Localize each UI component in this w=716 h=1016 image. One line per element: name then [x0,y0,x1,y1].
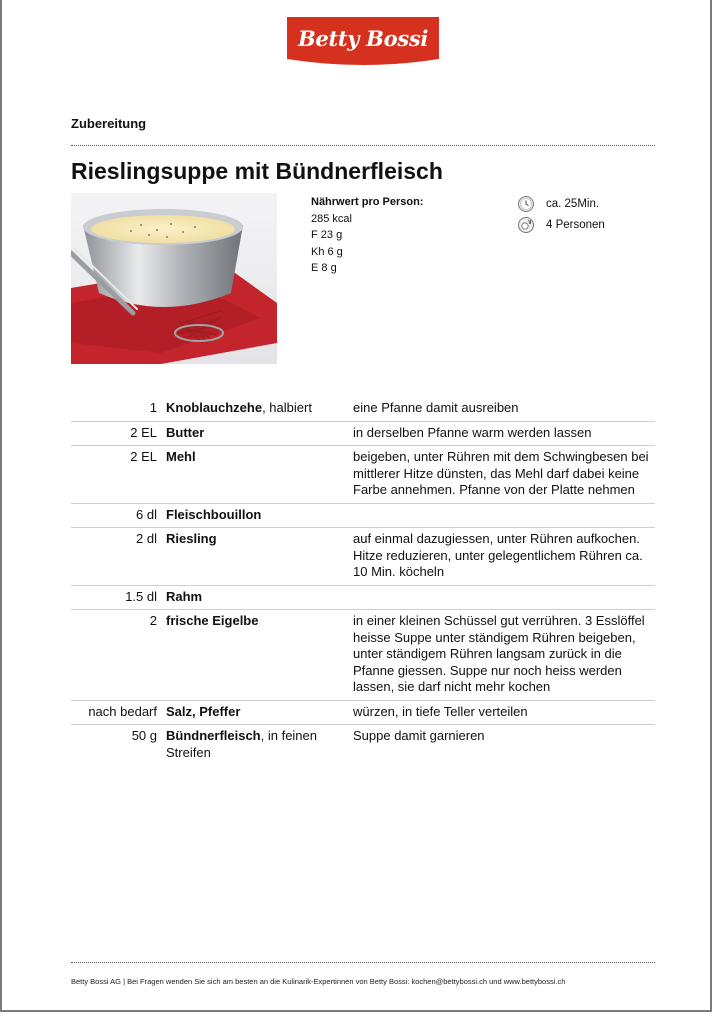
ingredient-step: würzen, in tiefe Teller verteilen [353,700,655,725]
table-row [71,700,655,725]
nutrition-carbs: Kh 6 g [311,245,343,258]
table-row [71,725,655,766]
ingredient-amount: 1.5 dl [71,585,166,610]
ingredient-name-cell [166,725,353,766]
ingredient-name-cell [166,397,353,421]
ingredient-name-cell [166,585,353,610]
ingredients-table [71,397,655,765]
ingredient-name-cell [166,503,353,528]
table-row [71,610,655,701]
ingredient-step: in einer kleinen Schüssel gut verrühren. 3 Esslöffel heisse Suppe unter ständigem Rühren beigeben, unter ständigem Rühren langsam zurück in die Pfanne giessen. Suppe nur noch heiss werden lassen, sie darf nicht mehr kochen [353,610,655,701]
ingredient-step [353,503,655,528]
table-row [71,397,655,421]
nutrition-info [311,194,423,277]
footer-text: Betty Bossi AG | Bei Fragen wenden Sie sich am besten an die Kulinarik-Expertinnen von Betty Bossi: kochen@bettybossi.ch und www.bettybossi.ch [71,977,566,986]
ingredient-amount: 2 EL [71,446,166,504]
ingredient-name: Salz, Pfeffer [166,703,241,719]
nutrition-heading: Nährwert pro Person: [311,196,424,208]
meta-time-text: ca. 25Min. [546,197,600,210]
nutrition-fat: F 23 g [311,229,343,241]
ingredient-step: beigeben, unter Rühren mit dem Schwingbesen bei mittlerer Hitze dünsten, das Mehl darf dabei keine Farbe annehmen. Pfanne von der Platte nehmen [353,446,655,504]
nutrition-kcal: 285 kcal [311,212,352,225]
ingredient-step: in derselben Pfanne warm werden lassen [353,421,655,446]
recipe-title: Rieslingsuppe mit Bündnerfleisch [71,158,443,184]
ingredient-amount: 2 dl [71,528,166,586]
ingredient-amount: 2 EL [71,421,166,446]
nutrition-protein: E 8 g [311,262,337,274]
meta-servings [517,214,605,235]
ingredient-name: Fleischbouillon [166,506,262,522]
table-row [71,528,655,586]
ingredient-amount: 6 dl [71,503,166,528]
ingredient-step: auf einmal dazugiessen, unter Rühren aufkochen. Hitze reduzieren, unter gelegentlichem Rühren ca. 10 Min. köcheln [353,528,655,586]
servings-icon [517,216,535,234]
ingredient-name: frische Eigelbe [166,613,259,628]
table-row [71,421,655,446]
ingredient-amount: 50 g [131,728,157,743]
ingredient-amount: nach bedarf [71,700,166,725]
divider-bottom [71,962,655,963]
table-row [71,503,655,528]
ingredient-step [353,585,655,610]
logo-text: Betty Bossi [297,26,429,51]
clock-icon [517,195,535,213]
recipe-photo [71,193,277,364]
table-row [71,446,655,504]
section-label: Zubereitung [71,116,147,131]
ingredient-step: Suppe damit garnieren [353,728,485,743]
meta-time [517,193,605,214]
divider-top [71,145,655,146]
ingredient-amount: 2 [71,610,166,701]
table-row [71,585,655,610]
ingredient-name: Rahm [166,588,203,604]
brand-logo [287,17,439,67]
recipe-meta [517,193,605,235]
ingredient-name-cell [166,421,353,446]
ingredient-name-cell [166,700,353,725]
ingredient-name-cell [166,610,353,701]
ingredient-name: Bündnerfleisch [166,728,261,743]
ingredient-amount: 1 [71,397,166,421]
meta-servings-text: 4 Personen [546,218,605,231]
ingredient-step: eine Pfanne damit ausreiben [353,397,655,421]
ingredient-name: Riesling [166,531,217,546]
ingredient-name-cell [166,446,353,504]
ingredient-name: Knoblauchzehe [166,400,263,415]
ingredient-name: Mehl [166,449,196,464]
ingredient-detail: , halbiert [262,400,312,415]
ingredient-detail: , in feinen Streifen [166,728,317,760]
ingredient-name: Butter [166,424,205,440]
ingredient-name-cell [166,528,353,586]
